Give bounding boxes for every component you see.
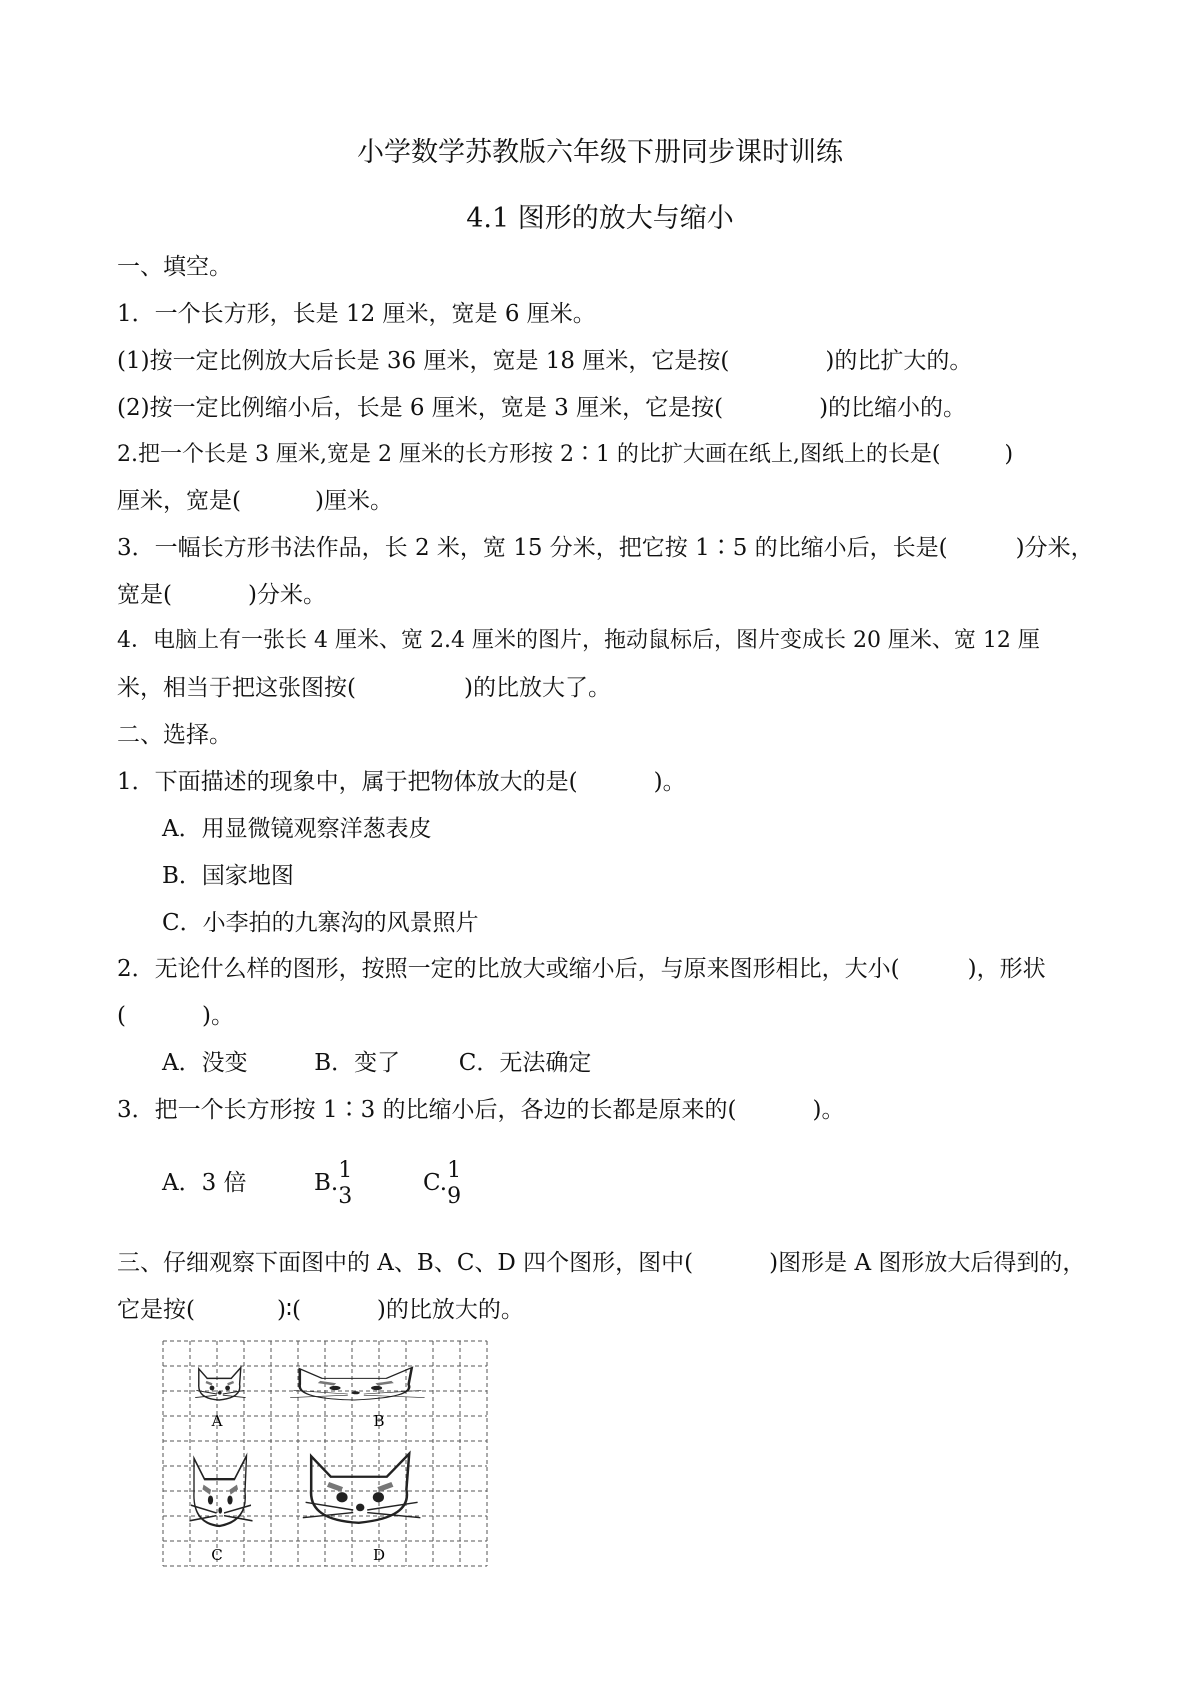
s1-q1-part2-text-a: (2)按一定比例缩小后，长是 6 厘米，宽是 3 厘米，它是按(	[117, 395, 724, 421]
s2-q2-option-b: B．变了	[314, 1050, 401, 1076]
s2-q3-option-b	[314, 1150, 352, 1216]
fraction-one-third	[338, 1158, 352, 1210]
s2-q1-stem	[117, 767, 686, 797]
s1-q4-text-b: )的比放大了。	[463, 675, 611, 701]
dashed-grid	[163, 1341, 487, 1566]
s1-q1-part2-text-b: )的比缩小的。	[819, 395, 967, 421]
figure-label-b: B	[373, 1412, 385, 1430]
s2-q3-text-a: 3．把一个长方形按 1∶3 的比缩小后，各边的长都是原来的(	[117, 1097, 737, 1123]
s1-q3-text-d: )分米。	[247, 582, 326, 608]
s3-text-b: )图形是 A 图形放大后得到的，	[769, 1250, 1086, 1276]
s1-q1-part2	[117, 393, 966, 423]
s2-q2-text-b: )，形状	[967, 956, 1046, 982]
s1-q3-text-b: )分米，	[1015, 535, 1094, 561]
s2-q3-text-b: )。	[812, 1097, 845, 1123]
cat-a-drawing	[195, 1368, 245, 1400]
s2-q3-option-c-prefix: C.	[423, 1170, 448, 1196]
s2-q2-options	[162, 1048, 591, 1078]
s3-text-c: 它是按(	[117, 1297, 195, 1323]
s2-q3-option-a: A．3 倍	[162, 1170, 247, 1196]
s2-q2-line2	[117, 1001, 234, 1031]
s3-line2	[117, 1295, 524, 1325]
fraction-one-ninth	[447, 1158, 461, 1210]
s3-line1	[117, 1248, 1085, 1278]
s2-q2-line1	[117, 954, 1046, 984]
s2-q1-option-c: C．小李拍的九寨沟的风景照片	[162, 910, 479, 936]
section2-heading: 二、选择。	[117, 722, 232, 748]
s1-q3-line1	[117, 533, 1094, 563]
s1-q2-line1	[117, 440, 1013, 470]
figure-label-a: A	[211, 1412, 223, 1430]
s2-q1-text-b: )。	[653, 769, 686, 795]
fraction-numerator: 1	[338, 1158, 353, 1183]
s1-q1-part1-text-b: )的比扩大的。	[825, 348, 973, 374]
cat-d-drawing	[303, 1454, 421, 1523]
s2-q2-text-d: )。	[201, 1003, 234, 1029]
s2-q3-option-b-prefix: B.	[314, 1170, 339, 1196]
s1-q2-text-c: 厘米，宽是(	[117, 488, 241, 514]
s2-q2-option-a: A．没变	[162, 1050, 248, 1076]
s1-q3-text-a: 3．一幅长方形书法作品，长 2 米，宽 15 分米，把它按 1∶5 的比缩小后，长是(	[117, 535, 948, 561]
s1-q3-text-c: 宽是(	[117, 582, 172, 608]
s2-q2-option-c: C．无法确定	[458, 1050, 592, 1076]
s3-text-d: )∶(	[276, 1297, 301, 1323]
page-title: 小学数学苏教版六年级下册同步课时训练	[357, 137, 843, 168]
s1-q2-text-d: )厘米。	[314, 488, 393, 514]
s2-q2-text-c: (	[117, 1003, 126, 1029]
page-subtitle: 4.1 图形的放大与缩小	[466, 203, 734, 234]
s1-q1-part1	[117, 346, 972, 376]
figure-label-c: C	[211, 1546, 223, 1564]
s3-text-a: 三、仔细观察下面图中的 A、B、C、D 四个图形，图中(	[117, 1250, 694, 1276]
s2-q3-option-c	[423, 1150, 461, 1216]
s1-q2-line2	[117, 486, 393, 516]
fraction-numerator: 1	[447, 1158, 462, 1183]
s1-q3-line2	[117, 580, 326, 610]
s1-q4-line1: 4．电脑上有一张长 4 厘米、宽 2.4 厘米的图片，拖动鼠标后，图片变成长 20 厘米、宽 12 厘	[117, 628, 1040, 653]
s1-q1-stem: 1．一个长方形，长是 12 厘米，宽是 6 厘米。	[117, 301, 596, 327]
s1-q1-part1-text-a: (1)按一定比例放大后长是 36 厘米，宽是 18 厘米，它是按(	[117, 348, 730, 374]
grid-figure	[162, 1340, 488, 1568]
s2-q1-text-a: 1．下面描述的现象中，属于把物体放大的是(	[117, 769, 578, 795]
s1-q4-text-a: 米，相当于把这张图按(	[117, 675, 356, 701]
s1-q2-text-b: )	[1004, 442, 1014, 467]
s2-q3-stem	[117, 1095, 844, 1125]
s2-q1-option-b: B．国家地图	[162, 863, 294, 889]
section1-heading: 一、填空。	[117, 254, 232, 280]
s2-q1-option-a: A．用显微镜观察洋葱表皮	[162, 816, 432, 842]
cat-b-drawing	[290, 1368, 424, 1400]
s1-q2-text-a: 2.把一个长是 3 厘米,宽是 2 厘米的长方形按 2∶1 的比扩大画在纸上,图纸上的长是(	[117, 442, 941, 467]
s2-q2-text-a: 2．无论什么样的图形，按照一定的比放大或缩小后，与原来图形相比，大小(	[117, 956, 900, 982]
figure-label-d: D	[372, 1546, 386, 1564]
s3-text-e: )的比放大的。	[376, 1297, 524, 1323]
fraction-denominator: 3	[338, 1184, 353, 1209]
s1-q4-line2	[117, 673, 611, 703]
fraction-denominator: 9	[447, 1184, 462, 1209]
